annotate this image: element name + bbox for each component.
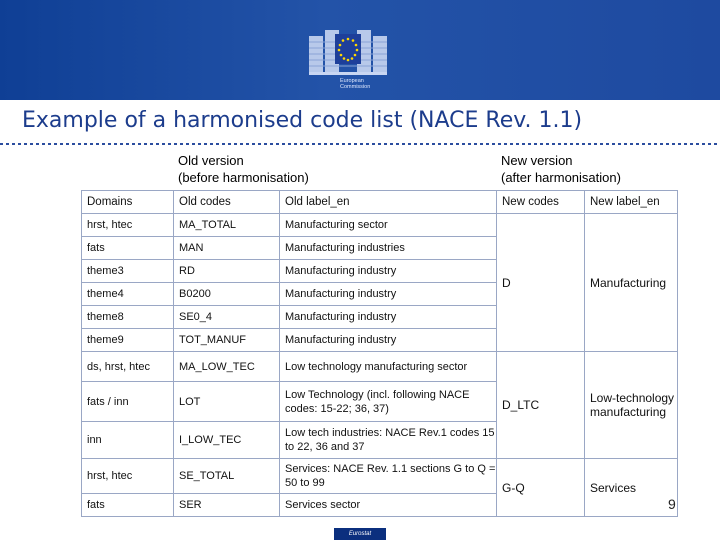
old-code-cell: B0200 [174, 283, 280, 306]
new-code-cell: G-Q [497, 459, 585, 517]
old-code-cell: SE_TOTAL [174, 459, 280, 494]
domain-cell: hrst, htec [82, 214, 174, 237]
old-label-cell: Manufacturing industry [280, 260, 497, 283]
old-label-cell: Manufacturing sector [280, 214, 497, 237]
old-code-cell: RD [174, 260, 280, 283]
old-code-cell: MA_LOW_TEC [174, 352, 280, 382]
logo-text-line1: European [340, 78, 364, 84]
domain-cell: theme8 [82, 306, 174, 329]
old-label-cell: Manufacturing industry [280, 283, 497, 306]
old-version-heading: Old version (before harmonisation) [178, 153, 309, 185]
old-label-cell: Manufacturing industry [280, 329, 497, 352]
new-code-cell: D [497, 214, 585, 352]
slide-title: Example of a harmonised code list (NACE Rev. 1.1) [22, 108, 583, 133]
old-code-cell: TOT_MANUF [174, 329, 280, 352]
new-label-cell: Low-technology manufacturing [585, 352, 678, 459]
old-code-cell: I_LOW_TEC [174, 422, 280, 459]
page-number: 9 [668, 496, 676, 512]
domain-cell: ds, hrst, htec [82, 352, 174, 382]
new-label-cell: Services [585, 459, 678, 517]
logo-wordmark [340, 78, 370, 90]
domain-cell: theme9 [82, 329, 174, 352]
code-list-table [81, 190, 678, 517]
table-row [82, 214, 678, 237]
new-version-heading: New version (after harmonisation) [501, 153, 621, 185]
table-row [82, 352, 678, 382]
old-label-cell: Manufacturing industries [280, 237, 497, 260]
old-code-cell: SE0_4 [174, 306, 280, 329]
old-code-cell: MA_TOTAL [174, 214, 280, 237]
title-divider [0, 143, 720, 145]
new-label-cell: Manufacturing [585, 214, 678, 352]
domain-cell: inn [82, 422, 174, 459]
domain-cell: fats / inn [82, 382, 174, 422]
eurostat-badge: Eurostat [334, 528, 386, 540]
old-code-cell: MAN [174, 237, 280, 260]
column-header-domains: Domains [82, 191, 174, 214]
old-code-cell: SER [174, 494, 280, 517]
old-label-cell: Services sector [280, 494, 497, 517]
domain-cell: hrst, htec [82, 459, 174, 494]
old-label-cell: Low Technology (incl. following NACE codes: 15-22; 36, 37) [280, 382, 497, 422]
table-header-row [82, 191, 678, 214]
old-label-cell: Low tech industries: NACE Rev.1 codes 15 to 22, 36 and 37 [280, 422, 497, 459]
domain-cell: fats [82, 237, 174, 260]
old-code-cell: LOT [174, 382, 280, 422]
old-label-cell: Manufacturing industry [280, 306, 497, 329]
domain-cell: fats [82, 494, 174, 517]
column-header-old-label: Old label_en [280, 191, 497, 214]
domain-cell: theme4 [82, 283, 174, 306]
old-label-cell: Low technology manufacturing sector [280, 352, 497, 382]
table-row [82, 459, 678, 494]
column-header-new-label: New label_en [585, 191, 678, 214]
column-header-old-codes: Old codes [174, 191, 280, 214]
logo-text-line2: Commission [340, 84, 371, 90]
old-label-cell: Services: NACE Rev. 1.1 sections G to Q = 50 to 99 [280, 459, 497, 494]
header-banner [0, 0, 720, 100]
column-header-new-codes: New codes [497, 191, 585, 214]
domain-cell: theme3 [82, 260, 174, 283]
new-code-cell: D_LTC [497, 352, 585, 459]
